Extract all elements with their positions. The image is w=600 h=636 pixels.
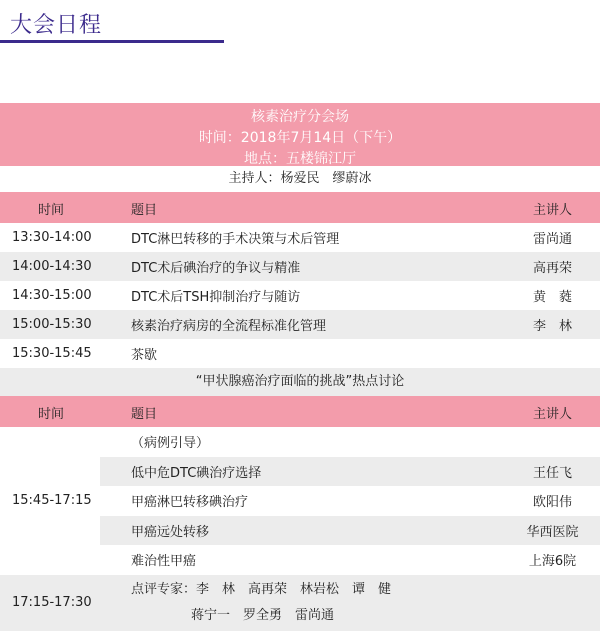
review-time: 17:15-17:30 — [12, 595, 92, 610]
item-speaker — [505, 427, 600, 457]
item-speaker: 上海6院 — [528, 554, 577, 570]
table-header — [0, 398, 600, 427]
row-topic: DTC术后碘治疗的争议与精准 — [131, 261, 301, 276]
header-topic: 题目 — [131, 407, 158, 422]
review-experts-line1: 点评专家：李 林 高再荣 林岩松 谭 健 — [131, 581, 392, 597]
header-time: 时间 — [38, 407, 65, 422]
row-speaker — [505, 339, 600, 368]
row-topic: 核素治疗病房的全流程标准化管理 — [131, 319, 327, 334]
item-speaker: 华西医院 — [526, 524, 579, 540]
row-time: 14:30-15:00 — [12, 288, 92, 303]
session-location: 地点：五楼锦江厅 — [244, 151, 356, 167]
host-line: 主持人：杨爱民 缪蔚冰 — [0, 166, 600, 194]
block-time: 15:45-17:15 — [12, 493, 92, 509]
header-topic: 题目 — [131, 203, 158, 218]
table-row — [0, 310, 600, 339]
header-speaker: 主讲人 — [532, 407, 572, 422]
item-speaker: 欧阳伟 — [532, 495, 572, 511]
table-header — [0, 194, 600, 223]
item-speaker: 王任飞 — [532, 465, 572, 481]
title-underline — [0, 40, 224, 43]
row-time: 14:00-14:30 — [12, 259, 92, 274]
row-speaker: 李 林 — [532, 319, 572, 334]
item-topic: （病例引导） — [131, 436, 210, 452]
list-item — [100, 457, 600, 487]
review-row — [0, 575, 600, 631]
discussion-section-title: “甲状腺癌治疗面临的挑战”热点讨论 — [0, 368, 600, 398]
row-topic: 茶歇 — [131, 348, 158, 363]
list-item — [100, 545, 600, 575]
list-item — [100, 516, 600, 546]
item-topic: 甲癌远处转移 — [131, 524, 210, 540]
table-row — [0, 252, 600, 281]
list-item — [100, 427, 600, 457]
row-speaker: 黄 蕤 — [532, 290, 572, 305]
list-item — [100, 486, 600, 516]
header-time: 时间 — [38, 203, 65, 218]
table-row — [0, 339, 600, 368]
session-name: 核素治疗分会场 — [251, 109, 349, 125]
session-time: 时间：2018年7月14日（下午） — [198, 130, 402, 146]
discussion-block — [0, 427, 600, 575]
row-time: 15:00-15:30 — [12, 317, 92, 332]
table-row — [0, 281, 600, 310]
schedule-table — [0, 103, 600, 631]
row-time: 15:30-15:45 — [12, 346, 92, 361]
row-topic: DTC术后TSH抑制治疗与随访 — [131, 290, 301, 305]
item-topic: 低中危DTC碘治疗选择 — [131, 465, 262, 481]
item-topic: 难治性甲癌 — [131, 554, 197, 570]
row-topic: DTC淋巴转移的手术决策与术后管理 — [131, 232, 340, 247]
item-topic: 甲癌淋巴转移碘治疗 — [131, 495, 249, 511]
row-speaker: 雷尚通 — [532, 232, 572, 247]
row-time: 13:30-14:00 — [12, 230, 92, 245]
session-banner — [0, 103, 600, 166]
header-speaker: 主讲人 — [532, 203, 572, 218]
page-title: 大会日程 — [10, 13, 103, 38]
row-speaker: 高再荣 — [532, 261, 572, 276]
table-row — [0, 223, 600, 252]
review-experts-line2: 蒋宁一 罗全勇 雷尚通 — [191, 607, 335, 623]
